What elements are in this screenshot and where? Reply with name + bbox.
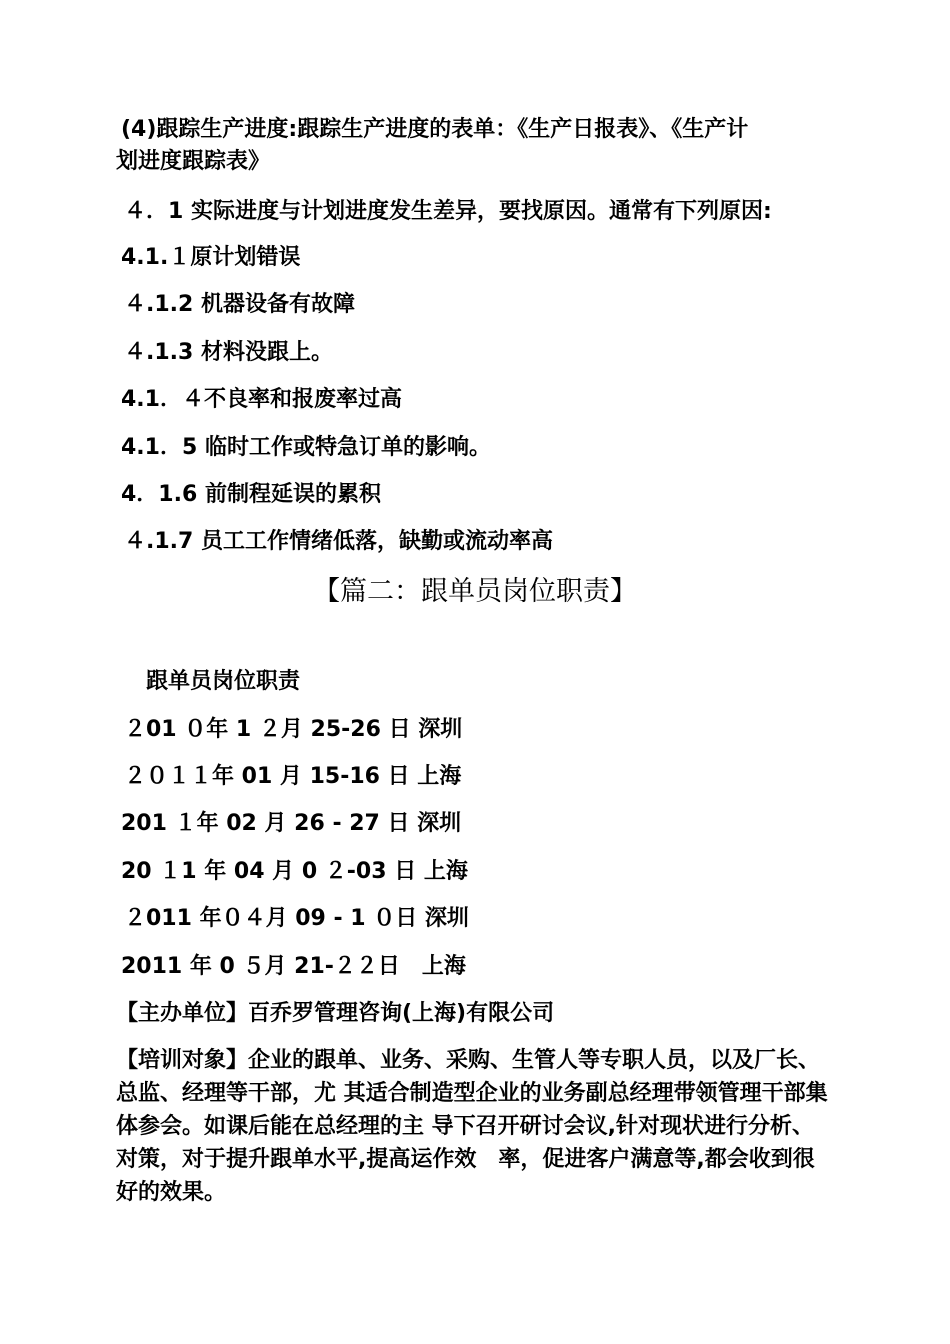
reason-4-1-5: 4.1．5 临时工作或特急订单的影响。 xyxy=(121,435,491,460)
organizer: 【主办单位】百乔罗管理咨询(上海)有限公司 xyxy=(116,1001,555,1026)
section-heading: 【篇二：跟单员岗位职责】 xyxy=(313,576,637,607)
reason-4-1-3: ４.1.3 材料没跟上。 xyxy=(124,340,333,365)
reason-4-1-7: ４.1.7 员工工作情绪低落，缺勤或流动率高 xyxy=(124,529,553,554)
target-audience-paragraph: 【培训对象】企业的跟单、业务、采购、生管人等专职人员，以及厂长、总监、经理等干部，尤 其适合制造型企业的业务副总经理带领管理干部集体参会。如课后能在总经理的主 导下召开研讨会议,针对现状进行分析、对策，对于提升跟单水平,提高运作效 率，促进客户满意等,都会收到很好的效果。 xyxy=(116,1048,828,1205)
reason-4-1-1: 4.1.１原计划错误 xyxy=(121,245,301,270)
reason-4-1-4: 4.1．４不良率和报废率过高 xyxy=(121,387,402,412)
session-date: 20 １1 年 04 月 0 ２-03 日 上海 xyxy=(121,859,468,884)
reason-4-1-2: ４.1.2 机器设备有故障 xyxy=(124,292,355,317)
intro-line-1: (4)跟踪生产进度:跟踪生产进度的表单：《生产日报表》、《生产计 xyxy=(121,117,749,142)
session-date: ２０１１年 01 月 15-16 日 上海 xyxy=(124,764,462,789)
reason-4-1-6: 4．1.6 前制程延误的累积 xyxy=(121,482,381,507)
section-subtitle: 跟单员岗位职责 xyxy=(146,669,301,694)
session-date: ２011 年０４月 09 - 1 ０日 深圳 xyxy=(124,906,469,931)
session-date: ２01 ０年 1 ２月 25-26 日 深圳 xyxy=(124,717,463,742)
session-date: 201 １年 02 月 26 - 27 日 深圳 xyxy=(121,811,462,836)
item-4-1: ４．1 实际进度与计划进度发生差异，要找原因。通常有下列原因: xyxy=(124,199,772,224)
session-date: 2011 年 0 ５月 21-２２日 上海 xyxy=(121,954,466,979)
intro-line-2: 划进度跟踪表》 xyxy=(116,149,271,174)
